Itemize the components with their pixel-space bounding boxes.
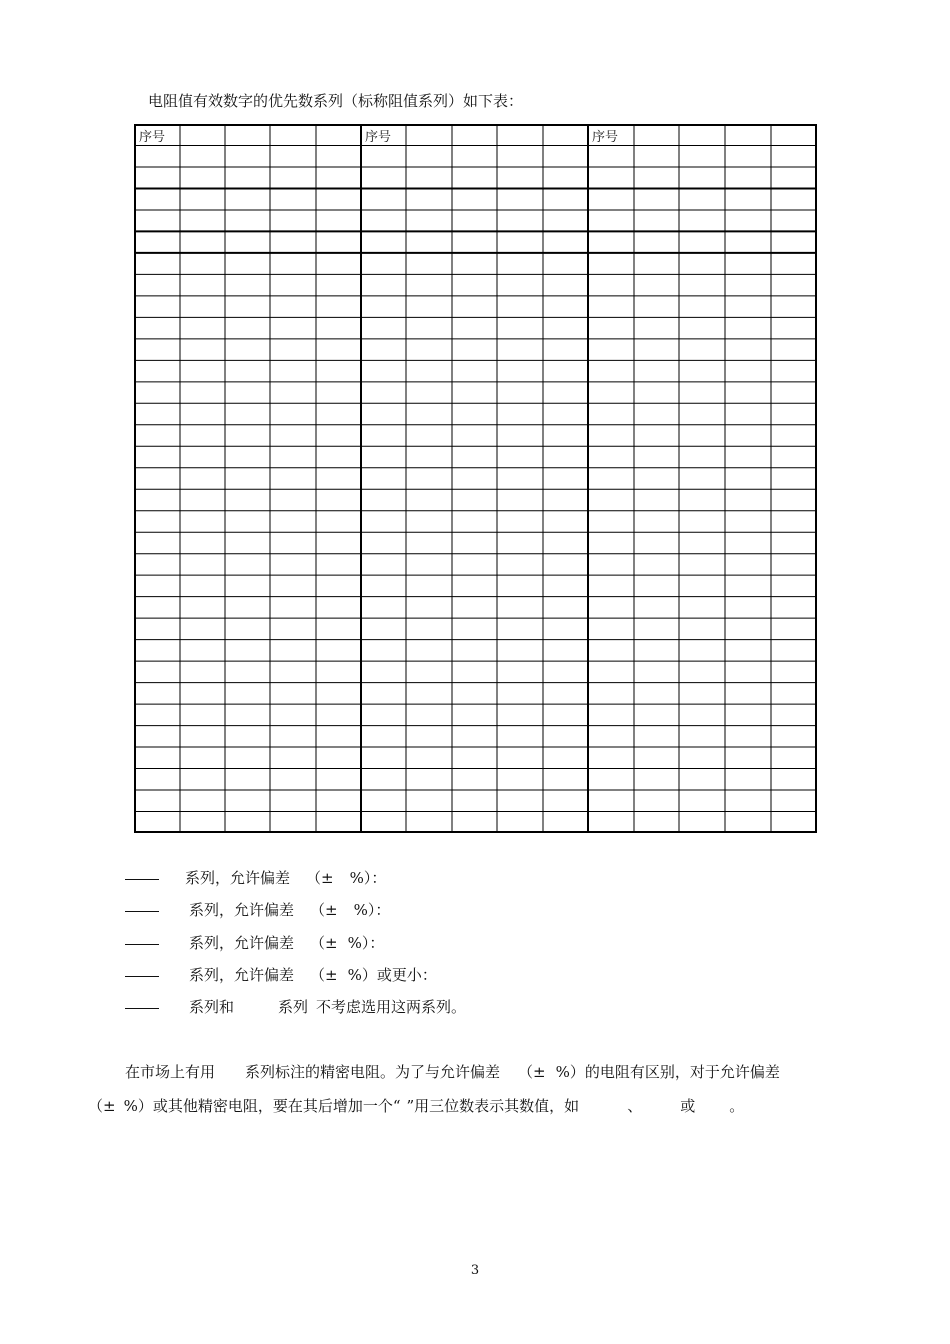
tolerance-open: （± xyxy=(310,934,338,952)
dash xyxy=(125,976,159,977)
paragraph-text: %）的电阻有区别，对于允许偏差 xyxy=(555,1063,780,1081)
list-item xyxy=(125,965,437,985)
dash xyxy=(125,1008,159,1009)
paragraph-text: 或 xyxy=(680,1097,696,1115)
tolerance-close: %） xyxy=(347,966,377,984)
note-text: 不考虑选用这两系列。 xyxy=(316,998,467,1016)
tolerance-close: %）： xyxy=(347,934,385,952)
dash xyxy=(125,879,159,880)
list-item xyxy=(125,868,386,888)
series-label: 系列， xyxy=(185,869,231,887)
list-item xyxy=(125,900,390,920)
paragraph-text: （± xyxy=(88,1097,116,1115)
tolerance-open: （± xyxy=(310,901,338,919)
dash xyxy=(125,944,159,945)
paragraph-text: 在市场上有用 xyxy=(125,1063,216,1081)
paragraph-text: 。 xyxy=(729,1097,745,1115)
tolerance-label: 允许偏差 xyxy=(234,901,295,919)
list-item xyxy=(125,933,384,953)
list-item xyxy=(125,997,466,1017)
paragraph-text: 、 xyxy=(627,1097,643,1115)
series-label: 系列和 xyxy=(189,998,235,1016)
page-number: 3 xyxy=(470,1263,480,1278)
tolerance-label: 允许偏差 xyxy=(234,934,295,952)
tolerance-label: 允许偏差 xyxy=(230,869,291,887)
intro-text: 电阻值有效数字的优先数系列（标称阻值系列）如下表： xyxy=(148,92,524,110)
table-header-label: 序号 xyxy=(365,129,392,145)
paragraph-text: 系列标注的精密电阻。为了与允许偏差 xyxy=(245,1063,501,1081)
tolerance-close: %）： xyxy=(353,901,391,919)
resistor-series-table xyxy=(133,124,818,833)
series-label: 系列， xyxy=(189,901,235,919)
paragraph-text: （± xyxy=(518,1063,546,1081)
table-header-label: 序号 xyxy=(139,129,166,145)
tolerance-label: 允许偏差 xyxy=(234,966,295,984)
series-label: 系列 xyxy=(278,998,309,1016)
paragraph-text: ”用三位数表示其数值，如 xyxy=(406,1097,580,1115)
tolerance-tail: 或更小： xyxy=(376,966,437,984)
paragraph-text: %）或其他精密电阻，要在其后增加一个“ xyxy=(123,1097,401,1115)
tolerance-open: （± xyxy=(310,966,338,984)
tolerance-open: （± xyxy=(306,869,334,887)
table-header-label: 序号 xyxy=(592,129,619,145)
series-label: 系列， xyxy=(189,934,235,952)
paragraph-line-1 xyxy=(125,1062,780,1082)
series-label: 系列， xyxy=(189,966,235,984)
paragraph-line-2 xyxy=(88,1096,744,1116)
dash xyxy=(125,911,159,912)
tolerance-close: %）： xyxy=(349,869,387,887)
